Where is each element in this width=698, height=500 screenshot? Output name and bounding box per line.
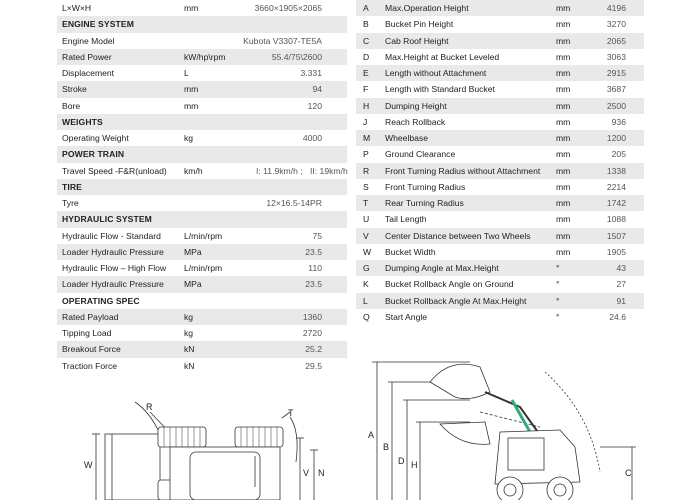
dimension-name: Max.Operation Height [385,3,469,14]
dimension-row [356,130,644,146]
label-b: B [383,442,390,452]
dimension-row [356,81,644,97]
dimension-row [356,179,644,195]
spec-unit: kg [184,133,194,144]
dimension-value: 24.6 [609,311,626,322]
dimension-value: 2065 [606,35,626,46]
machine-drawings [0,352,698,500]
spec-row [57,49,347,65]
dimension-unit: ° [556,263,560,274]
dimension-value: 2915 [606,68,626,79]
spec-unit: mm [184,84,199,95]
spec-name: Displacement [62,68,115,79]
spec-value: 94 [312,84,322,95]
dimension-key: L [363,295,368,306]
spec-row [57,98,347,114]
spec-section-header [57,293,347,309]
machine-body-top [170,447,280,500]
dimension-key: W [363,246,372,257]
spec-section-header [57,179,347,195]
dimension-spec-table [356,0,644,325]
dimension-unit: mm [556,116,571,127]
spec-value: 12×16.5-14PR [266,198,322,209]
dimension-value: 3687 [606,84,626,95]
dimension-value: 91 [616,295,626,306]
dimension-row [356,114,644,130]
spec-unit: kg [184,328,194,339]
spec-name: Breakout Force [62,344,121,355]
spec-unit: km/h [184,165,203,176]
spec-value: Kubota V3307-TE5A [243,35,322,46]
spec-row [57,81,347,97]
dimension-value: 205 [611,149,626,160]
dimension-key: S [363,181,369,192]
spec-row [57,276,347,292]
dimension-value: 1507 [606,230,626,241]
dimension-value: 2500 [606,100,626,111]
spec-unit: L/min/rpm [184,230,223,241]
dimension-row [356,211,644,227]
dimension-unit: mm [556,214,571,225]
section-title: OPERATING SPEC [62,295,140,306]
dimension-name: Length with Standard Bucket [385,84,495,95]
section-title: WEIGHTS [62,116,103,127]
dimension-row [356,260,644,276]
spec-name: Stroke [62,84,87,95]
label-c: C [625,468,632,478]
dimension-unit: ° [556,279,560,290]
rear-wheel-side [547,477,573,500]
section-title: HYDRAULIC SYSTEM [62,214,152,225]
dimension-unit: mm [556,165,571,176]
dimension-name: Wheelbase [385,133,428,144]
dimension-row [356,309,644,325]
dimension-value: 1742 [606,198,626,209]
spec-value: 29.5 [305,360,322,371]
dimension-name: Reach Rollback [385,116,446,127]
spec-name: Hydraulic Flow – High Flow [62,263,167,274]
dimension-row [356,146,644,162]
label-w: W [84,460,93,470]
dimension-unit: ° [556,311,560,322]
spec-section-header [57,16,347,32]
dimension-unit: mm [556,100,571,111]
spec-name: Bore [62,100,81,111]
dimension-name: Bucket Rollback Angle on Ground [385,279,514,290]
spec-section-header [57,114,347,130]
dimension-name: Ground Clearance [385,149,456,160]
dimension-key: E [363,68,369,79]
dimension-value: 1905 [606,246,626,257]
dimension-name: Dumping Height [385,100,447,111]
spec-value: 4000 [302,133,322,144]
dimension-name: Bucket Pin Height [385,19,454,30]
spec-value: 2720 [302,328,322,339]
spec-value: II: 19km/h [310,165,348,176]
spec-name: L×W×H [62,3,92,14]
spec-unit: mm [184,3,199,14]
dimension-unit: mm [556,3,571,14]
dimension-unit: mm [556,35,571,46]
dimension-row [356,293,644,309]
dimension-unit: mm [556,181,571,192]
spec-row [57,130,347,146]
dimension-key: Q [363,311,370,322]
machine-spec-table [57,0,347,374]
spec-value: 25.2 [305,344,322,355]
spec-value: 23.5 [305,279,322,290]
front-wheel-side [497,477,523,500]
dimension-row [356,49,644,65]
spec-value: 23.5 [305,246,322,257]
dimension-value: 4196 [606,3,626,14]
dimension-key: U [363,214,370,225]
dimension-key: P [363,149,369,160]
dimension-name: Max.Height at Bucket Leveled [385,51,500,62]
dimension-key: D [363,51,370,62]
spec-row [57,260,347,276]
spec-name: Travel Speed -F&R(unload) [62,165,167,176]
spec-unit: mm [184,100,199,111]
spec-name: Tyre [62,198,79,209]
section-title: TIRE [62,181,82,192]
dimension-value: 3270 [606,19,626,30]
label-n: N [318,468,325,478]
dimension-value: 3063 [606,51,626,62]
dimension-unit: ° [556,295,560,306]
top-view-drawing [92,402,318,500]
spec-value: 1360 [302,311,322,322]
dimension-value: 43 [616,263,626,274]
dimension-unit: mm [556,246,571,257]
dimension-row [356,33,644,49]
spec-section-header [57,146,347,162]
spec-row [57,228,347,244]
dimension-key: H [363,100,370,111]
dimension-row [356,98,644,114]
dimension-row [356,276,644,292]
spec-name: Rated Power [62,51,112,62]
dimension-row [356,228,644,244]
dimension-value: 936 [611,116,626,127]
dimension-unit: mm [556,149,571,160]
turning-radius-t-arc [290,417,297,462]
spec-value: 55.4/75\2600 [271,51,322,62]
dimension-unit: mm [556,230,571,241]
dimension-value: 27 [616,279,626,290]
dimension-key: C [363,35,370,46]
spec-name: Rated Payload [62,311,119,322]
spec-row [57,0,347,16]
spec-unit: MPa [184,279,202,290]
dimension-name: Bucket Rollback Angle At Max.Height [385,295,527,306]
raised-bucket [430,364,490,399]
dimension-key: J [363,116,368,127]
dimension-row [356,0,644,16]
dimension-name: Start Angle [385,311,428,322]
dimension-unit: mm [556,68,571,79]
dimension-unit: mm [556,133,571,144]
label-h: H [411,460,418,470]
dimension-unit: mm [556,19,571,30]
spec-name: Hydraulic Flow - Standard [62,230,161,241]
dimension-name: Rear Turning Radius [385,198,464,209]
label-t: T [288,408,294,418]
spec-name: Loader Hydraulic Pressure [62,279,164,290]
dimension-unit: mm [556,84,571,95]
spec-unit: L/min/rpm [184,263,223,274]
label-v: V [303,468,310,478]
dimension-name: Bucket Width [385,246,436,257]
spec-unit: kN [184,360,195,371]
label-a: A [368,430,375,440]
dimension-row [356,65,644,81]
dimension-key: B [363,19,369,30]
dimension-unit: mm [556,51,571,62]
spec-unit: MPa [184,246,202,257]
spec-row [57,65,347,81]
side-view-drawing [372,362,636,500]
spec-name: Operating Weight [62,133,129,144]
spec-row [57,33,347,49]
dimension-value: 1200 [606,133,626,144]
dimension-value: 1088 [606,214,626,225]
dimension-name: Dumping Angle at Max.Height [385,263,499,274]
section-title: ENGINE SYSTEM [62,19,134,30]
dimension-name: Cab Roof Height [385,35,449,46]
spec-row [57,309,347,325]
dimension-value: 2214 [606,181,626,192]
dimension-key: K [363,279,369,290]
spec-unit: L [184,68,189,79]
dimension-value: 1338 [606,165,626,176]
dimension-name: Center Distance between Two Wheels [385,230,531,241]
label-r: R [146,402,153,412]
spec-value: 3660×1905×2065 [254,3,322,14]
dimension-key: R [363,165,370,176]
dimension-row [356,16,644,32]
dimension-name: Front Turning Radius [385,181,466,192]
dimension-row [356,244,644,260]
spec-unit: kW/hp\rpm [184,51,226,62]
dimension-key: T [363,198,369,209]
section-title: POWER TRAIN [62,149,125,160]
spec-row [57,325,347,341]
spec-unit: kN [184,344,195,355]
dimension-name: Front Turning Radius without Attachment [385,165,541,176]
dimension-row [356,195,644,211]
spec-name: Loader Hydraulic Pressure [62,246,164,257]
label-d: D [398,456,405,466]
dimension-key: G [363,263,370,274]
dimension-name: Length without Attachment [385,68,487,79]
spec-value: 3.331 [300,68,322,79]
spec-name: Traction Force [62,360,118,371]
spec-name: Tipping Load [62,328,112,339]
dimension-row [356,163,644,179]
spec-unit: kg [184,311,194,322]
dimension-key: F [363,84,369,95]
spec-row [57,244,347,260]
dimension-key: M [363,133,371,144]
dimension-key: V [363,230,369,241]
spec-value: I: 11.9km/h ; [256,165,303,176]
spec-name: Engine Model [62,35,115,46]
dimension-name: Tail Length [385,214,427,225]
spec-value: 110 [308,263,322,274]
dimension-key: A [363,3,369,14]
spec-row [57,195,347,211]
spec-section-header [57,211,347,227]
dimension-unit: mm [556,198,571,209]
spec-row [57,163,347,179]
spec-value: 120 [307,100,322,111]
spec-value: 75 [312,230,322,241]
